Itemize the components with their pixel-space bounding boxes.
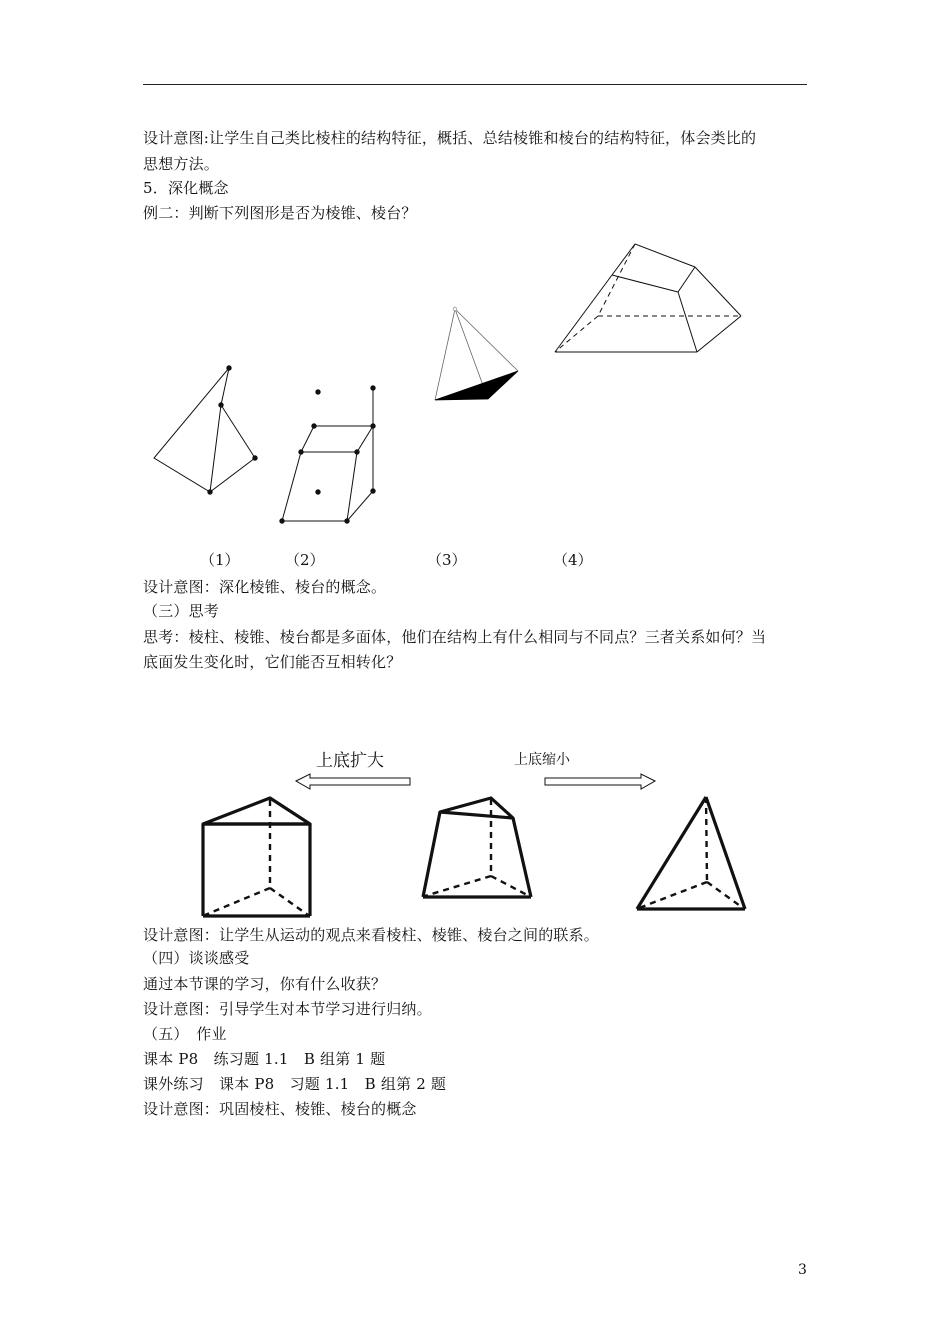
design-intent-1a: 设计意图:让学生自己类比棱柱的结构特征，概括、总结棱锥和棱台的结构特征，体会类比的: [143, 129, 757, 147]
homework-1: 课本 P8 练习题 1.1 B 组第 1 题: [143, 1050, 386, 1068]
design-intent-4: 设计意图：引导学生对本节学习进行归纳。: [143, 1000, 432, 1018]
think-line-b: 底面发生变化时，它们能否互相转化？: [143, 653, 402, 671]
example-2: 例二：判断下列图形是否为棱锥、棱台？: [143, 204, 417, 222]
pyramid-figure: [637, 797, 745, 909]
design-intent-2: 设计意图：深化棱锥、棱台的概念。: [143, 578, 387, 596]
left-arrow-label: 上底扩大: [316, 751, 384, 771]
section-3-heading: （三）思考: [143, 602, 220, 620]
design-intent-3: 设计意图：让学生从运动的观点来看棱柱、棱锥、棱台之间的联系。: [143, 926, 600, 944]
prism-figure: [203, 798, 310, 916]
frustum-figure: [423, 798, 531, 897]
homework-2: 课外练习 课本 P8 习题 1.1 B 组第 2 题: [143, 1075, 447, 1093]
figure-caption-4: （4）: [553, 551, 593, 569]
right-arrow: [545, 774, 655, 789]
figure-caption-2: （2）: [285, 551, 325, 569]
left-arrow: [296, 774, 410, 789]
design-intent-5: 设计意图：巩固棱柱、棱锥、棱台的概念: [143, 1100, 417, 1118]
reflection-question: 通过本节课的学习，你有什么收获？: [143, 975, 387, 993]
right-arrow-label: 上底缩小: [514, 752, 570, 768]
think-line-a: 思考：棱柱、棱锥、棱台都是多面体，他们在结构上有什么相同与不同点？三者关系如何？当: [143, 628, 767, 646]
section-4-heading: （四）谈谈感受: [143, 949, 250, 967]
section-5-homework-heading: （五） 作业: [143, 1025, 227, 1043]
section-5-heading: 5．深化概念: [143, 179, 229, 197]
page-number: 3: [798, 1262, 807, 1278]
figure-caption-3: （3）: [427, 551, 467, 569]
figure-caption-1: （1）: [200, 551, 240, 569]
design-intent-1b: 思想方法。: [143, 155, 220, 173]
